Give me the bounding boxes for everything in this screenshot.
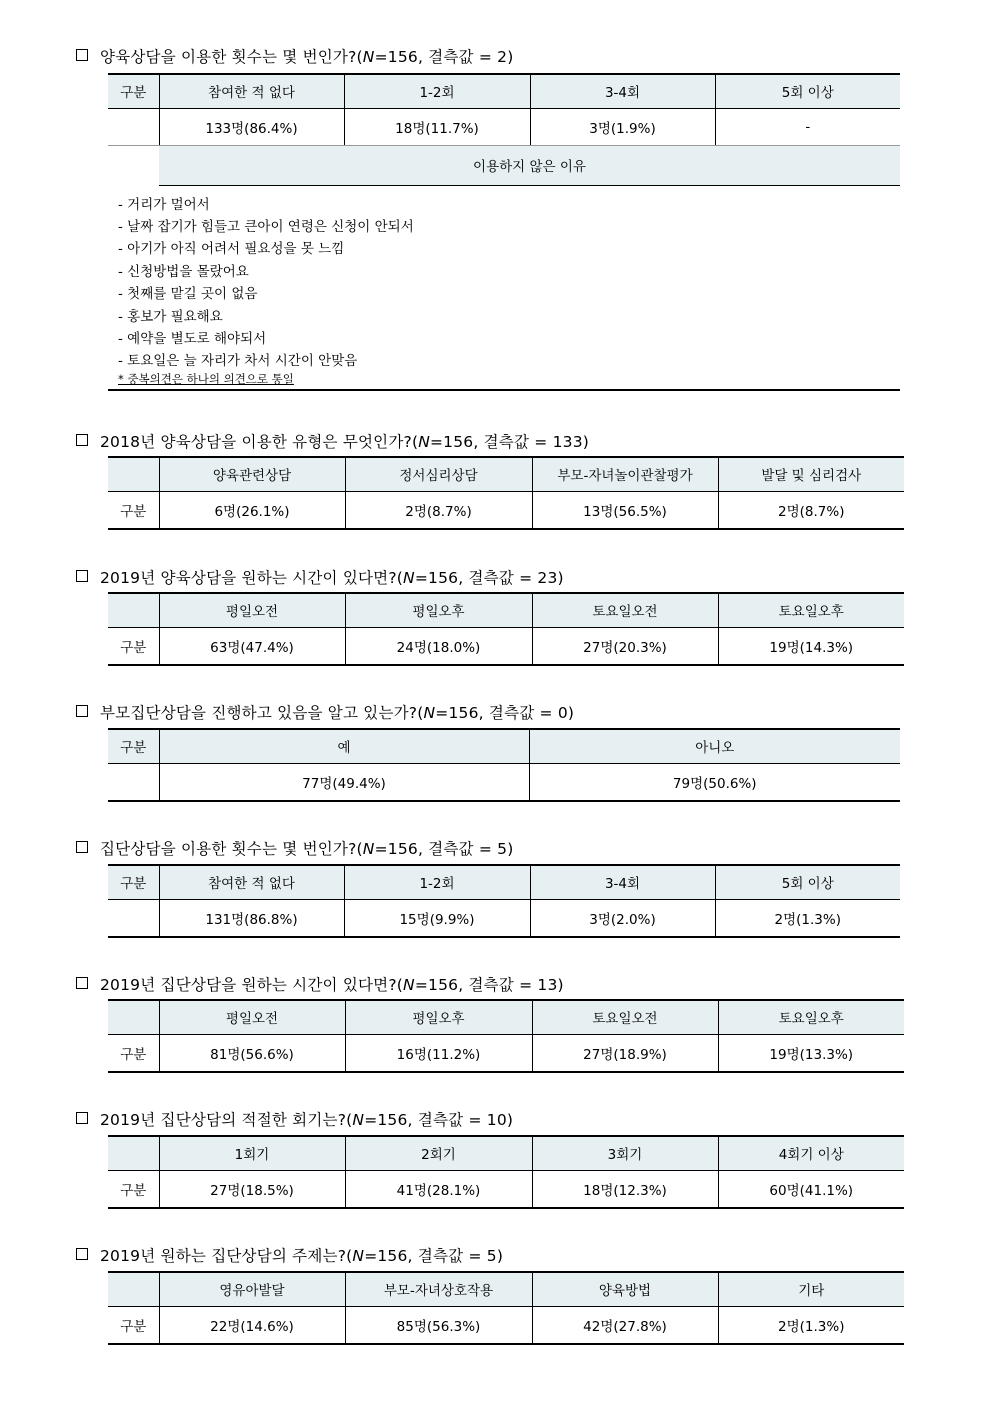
reason-item: - 첫째를 맡길 곳이 없음 (118, 286, 258, 303)
header-cell: 1-2회 (344, 74, 530, 108)
value-cell: 18명(11.7%) (344, 108, 530, 145)
checkbox-bullet-icon (76, 705, 88, 717)
label-cell: 구분 (108, 1306, 159, 1344)
section-3-table (108, 592, 904, 666)
table-value-row (108, 627, 904, 665)
table-header-row (108, 74, 900, 108)
header-cell: 발달 및 심리검사 (718, 457, 904, 491)
table-value-row (108, 763, 900, 801)
header-cell: 5회 이상 (715, 74, 900, 108)
table-header-row (108, 1000, 904, 1034)
value-cell: - (715, 108, 900, 145)
reason-item: - 홍보가 필요해요 (118, 308, 223, 325)
section-5-table (108, 864, 900, 938)
empty-cell (108, 145, 159, 185)
value-cell: 3명(1.9%) (530, 108, 715, 145)
section-2-title: 2018년 양육상담을 이용한 유형은 무엇인가?(N=156, 결측값 = 133) (76, 430, 589, 452)
header-cell: 기타 (718, 1272, 904, 1306)
reason-item: - 아기가 아직 어려서 필요성을 못 느낌 (118, 241, 345, 258)
value-cell: 77명(49.4%) (159, 763, 529, 801)
checkbox-bullet-icon (76, 570, 88, 582)
header-cell: 토요일오후 (718, 593, 904, 627)
table-header-row (108, 729, 900, 763)
checkbox-bullet-icon (76, 841, 88, 853)
table-header-row (108, 1272, 904, 1306)
label-cell: 구분 (108, 729, 159, 763)
value-cell: 81명(56.6%) (159, 1034, 345, 1072)
reason-item: - 날짜 잡기가 힘들고 큰아이 연령은 신청이 안되서 (118, 218, 414, 235)
value-cell: 16명(11.2%) (345, 1034, 532, 1072)
section-6-title: 2019년 집단상담을 원하는 시간이 있다면?(N=156, 결측값 = 13) (76, 973, 564, 995)
header-cell: 1-2회 (344, 865, 530, 899)
value-cell: 60명(41.1%) (718, 1170, 904, 1208)
label-cell: 구분 (108, 74, 159, 108)
section-4-table (108, 728, 900, 802)
header-cell: 평일오전 (159, 593, 345, 627)
header-cell: 평일오후 (345, 1000, 532, 1034)
checkbox-bullet-icon (76, 49, 88, 61)
checkbox-bullet-icon (76, 1112, 88, 1124)
value-cell: 63명(47.4%) (159, 627, 345, 665)
header-cell: 평일오전 (159, 1000, 345, 1034)
section-7-title: 2019년 집단상담의 적절한 회기는?(N=156, 결측값 = 10) (76, 1108, 513, 1130)
table-header-row (108, 457, 904, 491)
header-cell: 토요일오전 (532, 1000, 718, 1034)
empty-cell (108, 457, 159, 491)
reason-header-row (108, 145, 900, 185)
value-cell: 24명(18.0%) (345, 627, 532, 665)
empty-cell (108, 108, 159, 145)
header-cell: 평일오후 (345, 593, 532, 627)
table-value-row (108, 1306, 904, 1344)
label-cell: 구분 (108, 491, 159, 529)
table-header-row (108, 593, 904, 627)
header-cell: 참여한 적 없다 (159, 865, 344, 899)
value-cell: 6명(26.1%) (159, 491, 345, 529)
checkbox-bullet-icon (76, 977, 88, 989)
value-cell: 3명(2.0%) (530, 899, 715, 937)
empty-cell (108, 593, 159, 627)
header-cell: 양육방법 (532, 1272, 718, 1306)
reason-list-row (108, 185, 900, 390)
value-cell: 42명(27.8%) (532, 1306, 718, 1344)
value-cell: 79명(50.6%) (529, 763, 900, 801)
value-cell: 13명(56.5%) (532, 491, 718, 529)
value-cell: 41명(28.1%) (345, 1170, 532, 1208)
reason-item: - 거리가 멀어서 (118, 196, 210, 213)
header-cell: 2회기 (345, 1136, 532, 1170)
section-2-table (108, 456, 904, 530)
value-cell: 27명(18.9%) (532, 1034, 718, 1072)
empty-cell (108, 1136, 159, 1170)
header-cell: 예 (159, 729, 529, 763)
header-cell: 3회기 (532, 1136, 718, 1170)
value-cell: 19명(14.3%) (718, 627, 904, 665)
reason-title: 이용하지 않은 이유 (159, 145, 900, 185)
section-7-table (108, 1135, 904, 1209)
label-cell: 구분 (108, 865, 159, 899)
value-cell: 15명(9.9%) (344, 899, 530, 937)
header-cell: 부모-자녀놀이관찰평가 (532, 457, 718, 491)
header-cell: 부모-자녀상호작용 (345, 1272, 532, 1306)
header-cell: 3-4회 (530, 74, 715, 108)
value-cell: 22명(14.6%) (159, 1306, 345, 1344)
header-cell: 토요일오전 (532, 593, 718, 627)
value-cell: 2명(1.3%) (718, 1306, 904, 1344)
table-value-row (108, 1034, 904, 1072)
header-cell: 토요일오후 (718, 1000, 904, 1034)
checkbox-bullet-icon (76, 434, 88, 446)
reason-item: - 신청방법을 몰랐어요 (118, 263, 249, 280)
value-cell: 18명(12.3%) (532, 1170, 718, 1208)
value-cell: 131명(86.8%) (159, 899, 344, 937)
header-cell: 정서심리상담 (345, 457, 532, 491)
reason-item: - 예약을 별도로 해야되서 (118, 330, 267, 347)
checkbox-bullet-icon (76, 1248, 88, 1260)
value-cell: 19명(13.3%) (718, 1034, 904, 1072)
value-cell: 2명(8.7%) (718, 491, 904, 529)
reason-item: - 토요일은 늘 자리가 차서 시간이 안맞음 (118, 353, 358, 370)
label-cell: 구분 (108, 1034, 159, 1072)
header-cell: 1회기 (159, 1136, 345, 1170)
label-cell: 구분 (108, 1170, 159, 1208)
value-cell: 133명(86.4%) (159, 108, 344, 145)
header-cell: 아니오 (529, 729, 900, 763)
header-cell: 4회기 이상 (718, 1136, 904, 1170)
table-header-row (108, 865, 900, 899)
reason-list (108, 185, 900, 390)
value-cell: 27명(18.5%) (159, 1170, 345, 1208)
header-cell: 영유아발달 (159, 1272, 345, 1306)
section-3-title: 2019년 양육상담을 원하는 시간이 있다면?(N=156, 결측값 = 23) (76, 566, 564, 588)
header-cell: 양육관련상담 (159, 457, 345, 491)
section-6-table (108, 999, 904, 1073)
empty-cell (108, 899, 159, 937)
empty-cell (108, 763, 159, 801)
header-cell: 5회 이상 (715, 865, 900, 899)
value-cell: 85명(56.3%) (345, 1306, 532, 1344)
section-1-title: 양육상담을 이용한 횟수는 몇 번인가?(N=156, 결측값 = 2) (76, 45, 513, 67)
value-cell: 2명(1.3%) (715, 899, 900, 937)
section-4-title: 부모집단상담을 진행하고 있음을 알고 있는가?(N=156, 결측값 = 0) (76, 701, 574, 723)
table-header-row (108, 1136, 904, 1170)
label-cell: 구분 (108, 627, 159, 665)
table-value-row (108, 108, 900, 145)
section-1-table (108, 73, 900, 391)
section-5-title: 집단상담을 이용한 횟수는 몇 번인가?(N=156, 결측값 = 5) (76, 837, 513, 859)
section-8-title: 2019년 원하는 집단상담의 주제는?(N=156, 결측값 = 5) (76, 1244, 503, 1266)
table-value-row (108, 899, 900, 937)
header-cell: 참여한 적 없다 (159, 74, 344, 108)
empty-cell (108, 1272, 159, 1306)
header-cell: 3-4회 (530, 865, 715, 899)
table-value-row (108, 1170, 904, 1208)
section-8-table (108, 1271, 904, 1345)
value-cell: 2명(8.7%) (345, 491, 532, 529)
value-cell: 27명(20.3%) (532, 627, 718, 665)
reason-note: * 중복의견은 하나의 의견으로 통일 (118, 371, 294, 386)
empty-cell (108, 1000, 159, 1034)
table-value-row (108, 491, 904, 529)
